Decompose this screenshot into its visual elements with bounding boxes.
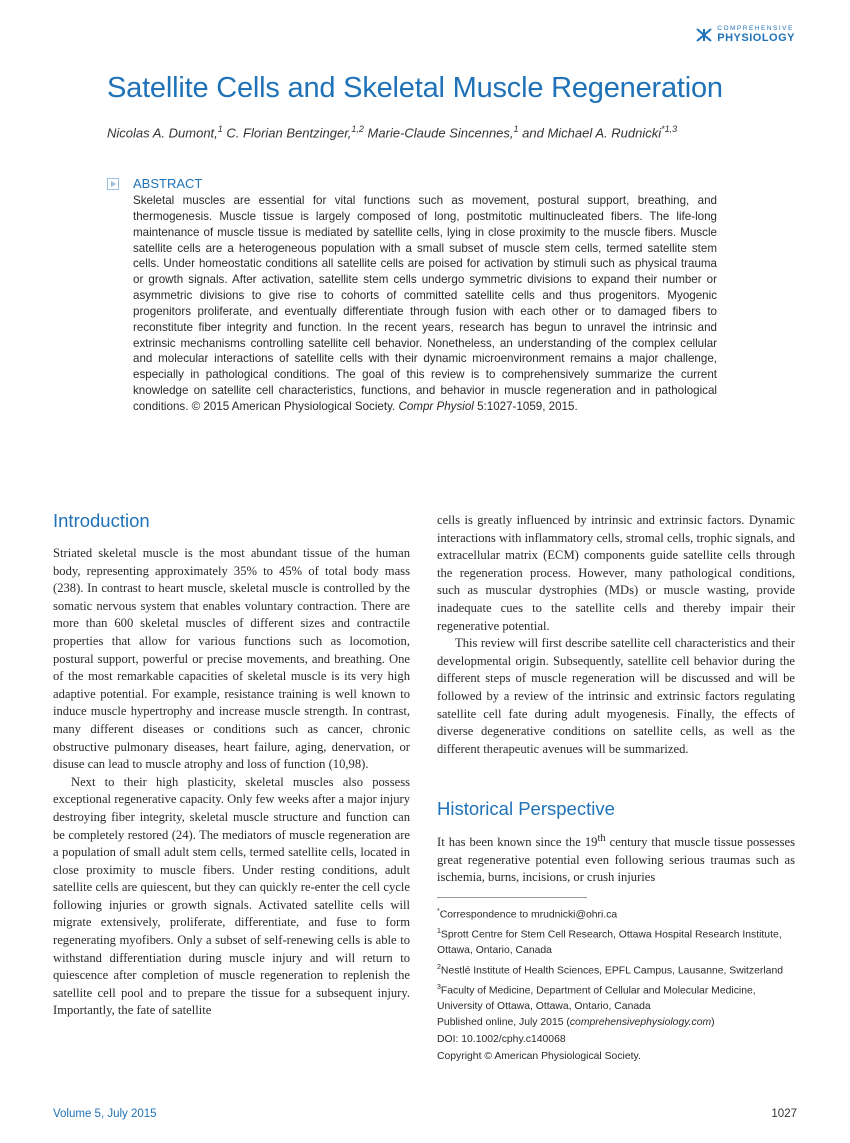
affiliation-text: Nestlé Institute of Health Sciences, EPFL Campus, Lausanne, Switzerland [440,965,784,977]
citation-details: 5:1027-1059, 2015. [473,399,578,413]
abstract-text [133,193,717,415]
abstract-paragraph: Skeletal muscles are essential for vital functions such as movement, postural support, breathing, and thermogenesis. Muscle tissue is largely composed of long, postmitotic multinucleated fibers. The life-long maintenance of muscle tissue is mediated by satellite cells, lying in close proximity to the muscle fibers. Muscle satellite cells are a heterogeneous population with a small subset of muscle stem cells, termed satellite stem cells. Under homeostatic conditions all satellite cells are poised for activation by stimuli such as physical trauma or growth signals. After activation, satellite stem cells undergo symmetric divisions to expand their number or asymmetric divisions to give rise to cohorts of committed satellite cells and thus progenitors. Myogenic progenitors proliferate, and eventually differentiate through fusion with each other or to damaged fibers to reconstitute fiber integrity and function. In the recent years, research has begun to unravel the intrinsic and extrinsic mechanisms controlling satellite cell behavior. Nonetheless, an understanding of the complex cellular and molecular interactions of satellite cells with their dynamic microenvironment remains a major challenge, especially in pathological conditions. The goal of this review is to comprehensively summarize the current knowledge on satellite cell characteristics, functions, and behavior in muscle regeneration and in pathological conditions. © 2015 American Physiological Society. [133,194,717,413]
author-name: C. Florian Bentzinger, [222,125,352,141]
footnote-mark: 3 [437,983,441,991]
historical-heading: Historical Perspective [437,798,615,819]
footnotes [437,904,797,1065]
published-url[interactable]: comprehensivephysiology.com [569,1017,712,1029]
author-list [107,124,677,140]
intro-paragraph-3: cells is greatly influenced by intrinsic and extrinsic factors. Dynamic interactions with inflammatory cells, stromal cells, trophic signals, and extracellular matrix (ECM) components guide satellite cells through the regeneration process. However, many pathological conditions, such as muscular dystrophies (MDs) or muscle wasting, provide inadequate cues to the satellite cells and thereby impair their regenerative potential. [437,513,795,633]
abstract-toggle-icon[interactable] [107,178,119,190]
historical-text [437,830,795,887]
journal-logo [695,26,795,44]
footnote-affiliation-2 [437,960,797,979]
footnote-affiliation-3 [437,980,797,1015]
article-title: Satellite Cells and Skeletal Muscle Regeneration [107,72,723,104]
footnote-affiliation-1 [437,924,797,959]
footer-page-number: 1027 [771,1108,797,1120]
author-name: Marie-Claude Sincennes, [363,125,514,141]
author-affiliation: *1,3 [661,124,678,134]
footnote-mark: * [437,908,440,915]
correspondence-email[interactable]: Correspondence to mrudnicki@ohri.ca [439,909,618,921]
intro-paragraph-4: This review will first describe satellite cell characteristics and their developmental origin. Subsequently, satellite cell behavior during the different steps of muscle regeneration will be discussed and will be followed by a review of the intrinsic and extrinsic factors regulating satellite cell fate during adult myogenesis. Finally, the effects of diverse degenerative conditions on satellite cells, as well as the different therapeutic avenues will be summarized. [437,636,795,756]
affiliation-text: Faculty of Medicine, Department of Cellular and Molecular Medicine, University of Ottawa, Ottawa, Ontario, Canada [437,985,756,1012]
copyright: Copyright © American Physiological Society. [437,1050,641,1062]
footnote-mark: 2 [437,963,441,971]
footnote-correspondence [437,904,797,923]
footer-volume: Volume 5, July 2015 [53,1108,157,1120]
historical-paragraph-1 [437,830,795,887]
journal-logo-icon [695,26,713,44]
intro-paragraph-1: Striated skeletal muscle is the most abundant tissue of the human body, representing approximately 35% to 45% of total body mass (238). In contrast to heart muscle, skeletal muscle is controlled by the somatic nervous system that enables voluntary contraction. There are more than 600 skeletal muscles of different sizes and contractile properties that allow for various functions such as locomotion, postural support, powerful or precise movements, and breathing. One of the most remarkable capacities of skeletal muscle is its very high adaptive potential. For example, resistance training is well known to induce muscle hypertrophy and increase muscle strength. In contrast, many different diseases or conditions such as cancer, chronic obstructive pulmonary diseases, heart failure, aging, denervation, or disuse can lead to muscle atrophy and loss of function (10,98). [53,546,410,772]
author-name: and Michael A. Rudnicki [518,125,662,141]
published-text: Published online, July 2015 ( [437,1017,570,1029]
right-column-top [437,512,795,758]
intro-paragraph-2: Next to their high plasticity, skeletal muscles also possess exceptional regenerative capacity. Only few weeks after a major injury destroying fiber integrity, skeletal muscle structure and function can be completely restored (24). The mediators of muscle regeneration are a population of small adult stem cells, termed satellite cells, located in close proximity to muscle fibers. Under resting conditions, adult satellite cells are quiescent, but they can quickly re-enter the cell cycle following injuries or growth signals. Activated satellite cells will migrate extensively, proliferate, differentiate, and fuse to form regenerating myofibers. Only a subset of self-renewing cells is able to withstand differentiation during muscle injury and will return to quiescence after completion of muscle regeneration to replenish the satellite cell pool and to prepare the tissue for a subsequent injury. Importantly, the fate of satellite [53,774,410,1018]
historical-text-a: It has been known since the 19 [437,835,598,850]
footnote-mark: 1 [437,928,441,936]
published-online [437,1015,797,1031]
author-name: Nicolas A. Dumont, [107,125,218,141]
journal-name-line2: PHYSIOLOGY [717,31,795,44]
historical-sup: th [597,833,606,844]
left-column [53,545,410,1020]
citation-journal: Compr Physiol [398,399,474,413]
introduction-heading: Introduction [53,510,150,531]
author-affiliation: 1,2 [351,124,364,134]
journal-name-line1: COMPREHENSIVE [717,25,794,33]
historical-text-b: century that muscle tissue possesses great regenerative potential even following serious traumas such as ischemia, burns, incisions, or crush injuries [437,835,795,885]
abstract-heading: ABSTRACT [133,176,203,191]
author-affiliation: 1 [513,124,519,134]
author-affiliation: 1 [217,124,223,134]
doi: DOI: 10.1002/cphy.c140068 [437,1034,566,1046]
affiliation-text: Sprott Centre for Stem Cell Research, Ottawa Hospital Research Institute, Ottawa, Ontario, Canada [437,929,782,957]
published-text-end: ) [711,1017,715,1029]
footnote-divider [437,897,587,898]
